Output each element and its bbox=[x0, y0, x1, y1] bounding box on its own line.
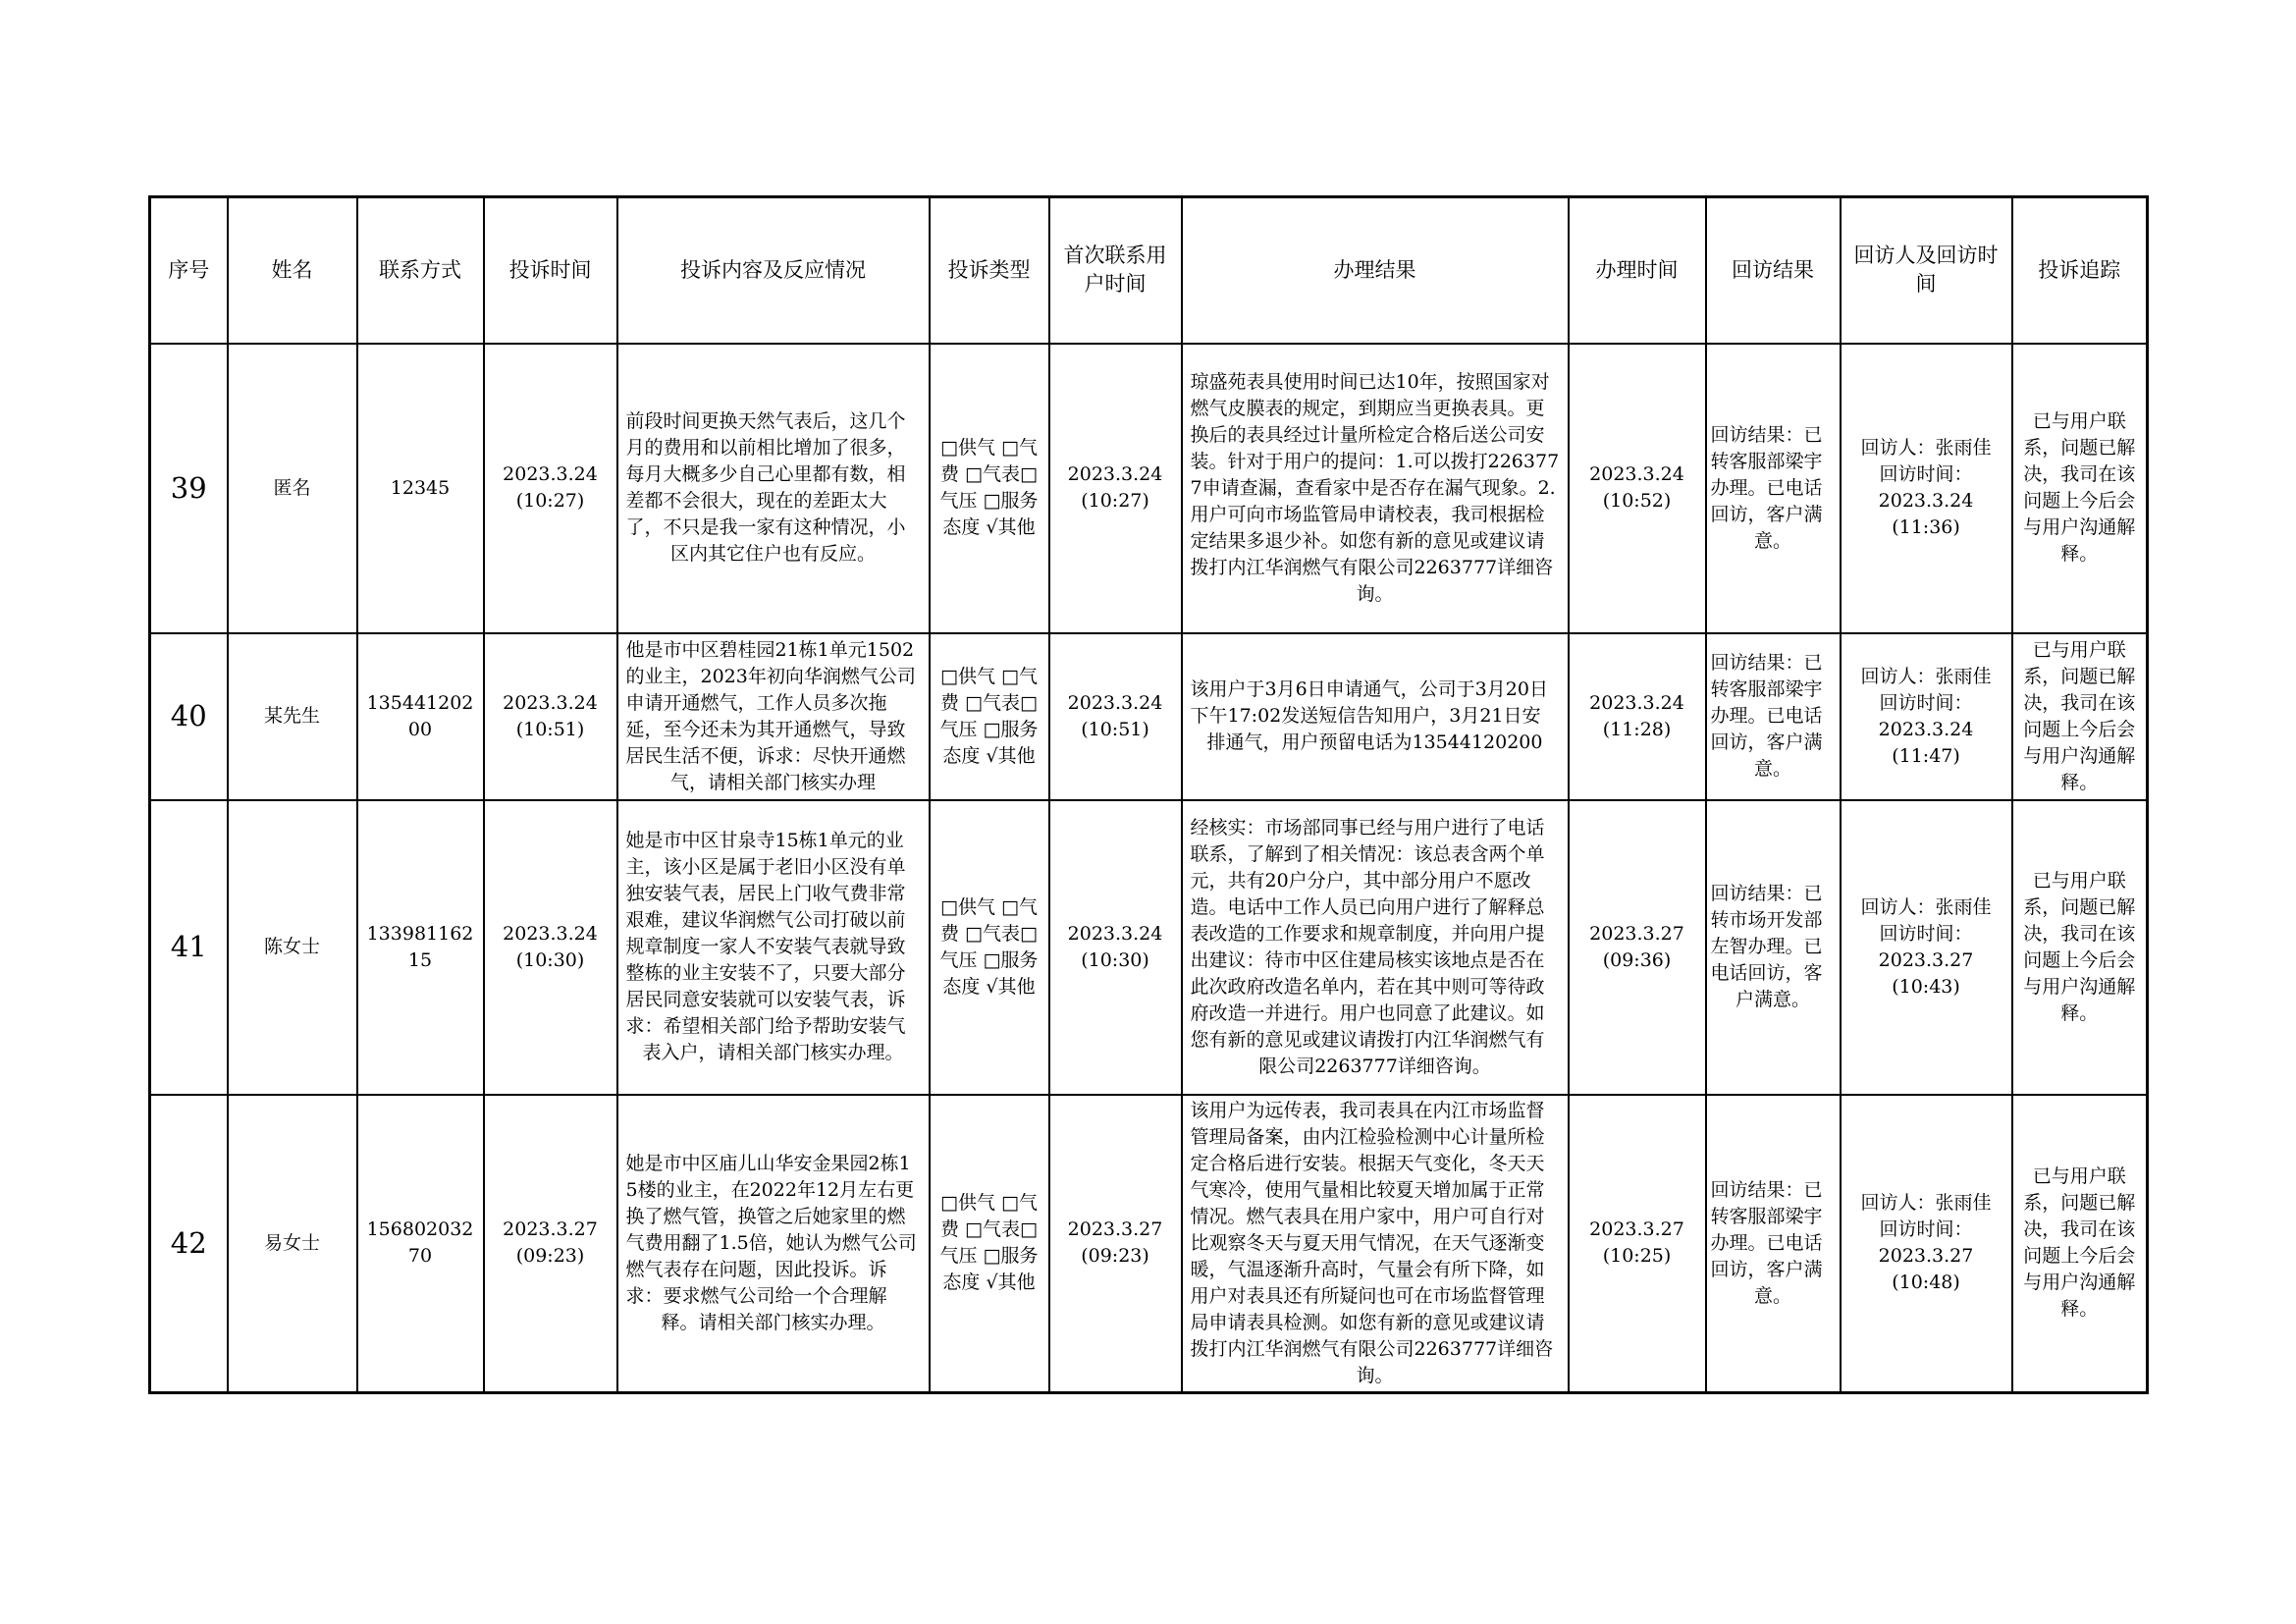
cell-contact: 13398116215 bbox=[357, 800, 484, 1095]
visit-date: 2023.3.24 bbox=[1878, 490, 1974, 512]
header-tracking: 投诉追踪 bbox=[2012, 197, 2148, 344]
cell-content: 前段时间更换天然气表后，这几个月的费用和以前相比增加了很多，每月大概多少自己心里都有数，相差都不会很大，现在的差距太大了，不只是我一家有这种情况，小区内其它住户也有反应。 bbox=[617, 344, 930, 633]
handle-date: 2023.3.24 bbox=[1589, 691, 1684, 714]
cell-complaint-time bbox=[484, 800, 617, 1095]
visit-clock: (10:43) bbox=[1892, 975, 1960, 998]
first-contact-clock: (10:30) bbox=[1081, 948, 1149, 971]
cell-first-contact bbox=[1049, 1095, 1182, 1393]
cell-type: □供气 □气费 □气表□气压 □服务态度 √其他 bbox=[930, 633, 1049, 800]
header-content: 投诉内容及反应情况 bbox=[617, 197, 930, 344]
cell-visitor bbox=[1841, 1095, 2012, 1393]
cell-tracking: 已与用户联系，问题已解决，我司在该问题上今后会与用户沟通解释。 bbox=[2012, 633, 2148, 800]
cell-name: 易女士 bbox=[228, 1095, 357, 1393]
header-contact: 联系方式 bbox=[357, 197, 484, 344]
complaint-clock: (09:23) bbox=[515, 1245, 585, 1267]
first-contact-date: 2023.3.24 bbox=[1067, 691, 1163, 714]
cell-contact: 13544120200 bbox=[357, 633, 484, 800]
visit-date: 2023.3.24 bbox=[1878, 718, 1974, 740]
complaint-table-sheet bbox=[148, 195, 2146, 1394]
complaint-table bbox=[148, 195, 2149, 1394]
cell-type: □供气 □气费 □气表□气压 □服务态度 √其他 bbox=[930, 1095, 1049, 1393]
cell-handle-time bbox=[1569, 633, 1706, 800]
header-complaint-time: 投诉时间 bbox=[484, 197, 617, 344]
cell-name: 陈女士 bbox=[228, 800, 357, 1095]
visit-clock: (11:36) bbox=[1892, 516, 1960, 538]
cell-name: 匿名 bbox=[228, 344, 357, 633]
handle-clock: (10:52) bbox=[1602, 490, 1672, 512]
first-contact-clock: (10:51) bbox=[1081, 718, 1149, 740]
visit-date: 2023.3.27 bbox=[1878, 1245, 1974, 1267]
cell-handle-time bbox=[1569, 344, 1706, 633]
cell-tracking: 已与用户联系，问题已解决，我司在该问题上今后会与用户沟通解释。 bbox=[2012, 344, 2148, 633]
cell-visit-result: 回访结果：已转客服部梁宇办理。已电话回访，客户满意。 bbox=[1706, 633, 1841, 800]
visit-date: 2023.3.27 bbox=[1878, 948, 1974, 971]
cell-complaint-time bbox=[484, 1095, 617, 1393]
visitor-name: 回访人：张雨佳 bbox=[1860, 437, 1992, 459]
handle-date: 2023.3.27 bbox=[1589, 922, 1684, 945]
complaint-clock: (10:30) bbox=[515, 948, 585, 971]
cell-seq: 39 bbox=[150, 344, 228, 633]
first-contact-clock: (10:27) bbox=[1081, 490, 1149, 512]
complaint-date: 2023.3.24 bbox=[503, 463, 598, 485]
cell-first-contact bbox=[1049, 800, 1182, 1095]
cell-result: 琼盛苑表具使用时间已达10年，按照国家对燃气皮膜表的规定，到期应当更换表具。更换后的表具经过计量所检定合格后送公司安装。针对于用户的提问：1.可以拨打2263777申请查漏，查看家中是否存在漏气现象。2.用户可向市场监管局申请校表，我司根据检定结果多退少补。如您有新的意见或建议请拨打内江华润燃气有限公司2263777详细咨询。 bbox=[1182, 344, 1569, 633]
first-contact-date: 2023.3.24 bbox=[1067, 463, 1163, 485]
complaint-date: 2023.3.27 bbox=[503, 1218, 598, 1240]
header-seq: 序号 bbox=[150, 197, 228, 344]
header-result: 办理结果 bbox=[1182, 197, 1569, 344]
cell-visitor bbox=[1841, 633, 2012, 800]
first-contact-date: 2023.3.27 bbox=[1067, 1218, 1163, 1240]
cell-complaint-time bbox=[484, 344, 617, 633]
header-visit-result: 回访结果 bbox=[1706, 197, 1841, 344]
cell-tracking: 已与用户联系，问题已解决，我司在该问题上今后会与用户沟通解释。 bbox=[2012, 800, 2148, 1095]
cell-handle-time bbox=[1569, 800, 1706, 1095]
handle-clock: (10:25) bbox=[1602, 1245, 1672, 1267]
visitor-name: 回访人：张雨佳 bbox=[1860, 665, 1992, 687]
cell-name: 某先生 bbox=[228, 633, 357, 800]
complaint-date: 2023.3.24 bbox=[503, 691, 598, 714]
cell-visitor bbox=[1841, 344, 2012, 633]
header-row bbox=[150, 197, 2148, 344]
complaint-clock: (10:51) bbox=[515, 718, 585, 740]
header-visitor: 回访人及回访时间 bbox=[1841, 197, 2012, 344]
cell-visit-result: 回访结果：已转市场开发部左智办理。已电话回访，客户满意。 bbox=[1706, 800, 1841, 1095]
first-contact-date: 2023.3.24 bbox=[1067, 922, 1163, 945]
visitor-name: 回访人：张雨佳 bbox=[1860, 1192, 1992, 1214]
visit-clock: (11:47) bbox=[1892, 744, 1960, 767]
header-first-contact: 首次联系用户时间 bbox=[1049, 197, 1182, 344]
cell-content: 她是市中区庙儿山华安金果园2栋15楼的业主，在2022年12月左右更换了燃气管，换管之后她家里的燃气费用翻了1.5倍，她认为燃气公司燃气表存在问题，因此投诉。诉求：要求燃气公司给一个合理解释。请相关部门核实办理。 bbox=[617, 1095, 930, 1393]
cell-contact: 12345 bbox=[357, 344, 484, 633]
table-row bbox=[150, 633, 2148, 800]
cell-type: □供气 □气费 □气表□气压 □服务态度 √其他 bbox=[930, 344, 1049, 633]
cell-first-contact bbox=[1049, 344, 1182, 633]
cell-first-contact bbox=[1049, 633, 1182, 800]
visit-clock: (10:48) bbox=[1892, 1272, 1960, 1293]
visitor-name: 回访人：张雨佳 bbox=[1860, 895, 1992, 918]
table-row bbox=[150, 800, 2148, 1095]
handle-date: 2023.3.24 bbox=[1589, 463, 1684, 485]
cell-visit-result: 回访结果：已转客服部梁宇办理。已电话回访，客户满意。 bbox=[1706, 1095, 1841, 1393]
cell-type: □供气 □气费 □气表□气压 □服务态度 √其他 bbox=[930, 800, 1049, 1095]
table-row bbox=[150, 1095, 2148, 1393]
cell-tracking: 已与用户联系，问题已解决，我司在该问题上今后会与用户沟通解释。 bbox=[2012, 1095, 2148, 1393]
header-handle-time: 办理时间 bbox=[1569, 197, 1706, 344]
cell-visitor bbox=[1841, 800, 2012, 1095]
visit-label: 回访时间： bbox=[1879, 691, 1973, 714]
cell-content: 他是市中区碧桂园21栋1单元1502的业主，2023年初向华润燃气公司申请开通燃气，工作人员多次拖延，至今还未为其开通燃气，导致居民生活不便，诉求：尽快开通燃气，请相关部门核实办理 bbox=[617, 633, 930, 800]
complaint-clock: (10:27) bbox=[515, 490, 585, 512]
handle-date: 2023.3.27 bbox=[1589, 1218, 1684, 1240]
cell-seq: 42 bbox=[150, 1095, 228, 1393]
cell-seq: 41 bbox=[150, 800, 228, 1095]
cell-seq: 40 bbox=[150, 633, 228, 800]
cell-complaint-time bbox=[484, 633, 617, 800]
visit-label: 回访时间： bbox=[1879, 922, 1973, 945]
header-type: 投诉类型 bbox=[930, 197, 1049, 344]
cell-visit-result: 回访结果：已转客服部梁宇办理。已电话回访，客户满意。 bbox=[1706, 344, 1841, 633]
first-contact-clock: (09:23) bbox=[1081, 1245, 1149, 1267]
visit-label: 回访时间： bbox=[1879, 1218, 1973, 1240]
handle-clock: (09:36) bbox=[1602, 948, 1672, 971]
cell-contact: 15680203270 bbox=[357, 1095, 484, 1393]
cell-handle-time bbox=[1569, 1095, 1706, 1393]
table-row bbox=[150, 344, 2148, 633]
cell-result: 经核实：市场部同事已经与用户进行了电话联系，了解到了相关情况：该总表含两个单元，共有20户分户，其中部分用户不愿改造。电话中工作人员已向用户进行了解释总表改造的工作要求和规章制度，并向用户提出建议：待市中区住建局核实该地点是否在此次政府改造名单内，若在其中则可等待政府改造一并进行。用户也同意了此建议。如您有新的意见或建议请拨打内江华润燃气有限公司2263777详细咨询。 bbox=[1182, 800, 1569, 1095]
visit-label: 回访时间： bbox=[1879, 463, 1973, 485]
cell-result: 该用户于3月6日申请通气，公司于3月20日下午17:02发送短信告知用户，3月21日安排通气，用户预留电话为13544120200 bbox=[1182, 633, 1569, 800]
cell-content: 她是市中区甘泉寺15栋1单元的业主，该小区是属于老旧小区没有单独安装气表，居民上门收气费非常艰难，建议华润燃气公司打破以前规章制度一家人不安装气表就导致整栋的业主安装不了，只要大部分居民同意安装就可以安装气表，诉求：希望相关部门给予帮助安装气表入户，请相关部门核实办理。 bbox=[617, 800, 930, 1095]
cell-result: 该用户为远传表，我司表具在内江市场监督管理局备案，由内江检验检测中心计量所检定合格后进行安装。根据天气变化，冬天天气寒冷，使用气量相比较夏天增加属于正常情况。燃气表具在用户家中，用户可自行对比观察冬天与夏天用气情况，在天气逐渐变暖，气温逐渐升高时，气量会有所下降，如用户对表具还有所疑问也可在市场监督管理局申请表具检测。如您有新的意见或建议请拨打内江华润燃气有限公司2263777详细咨询。 bbox=[1182, 1095, 1569, 1393]
handle-clock: (11:28) bbox=[1602, 718, 1672, 740]
complaint-date: 2023.3.24 bbox=[503, 922, 598, 945]
header-name: 姓名 bbox=[228, 197, 357, 344]
